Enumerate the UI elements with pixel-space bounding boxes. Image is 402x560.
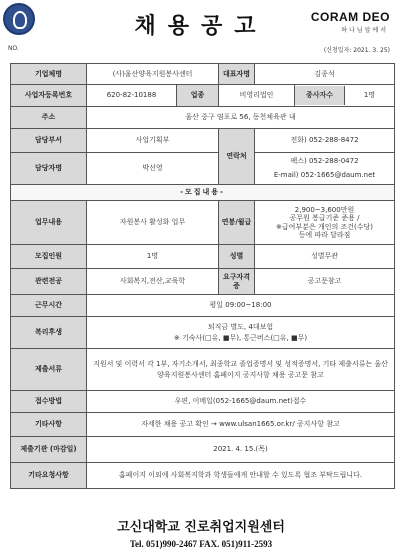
address-label: 주소 <box>11 107 87 129</box>
gender: 성별무관 <box>255 245 395 269</box>
brand-name: CORAM DEO <box>310 10 390 24</box>
hours-label: 근무시간 <box>11 295 87 317</box>
business-type-label: 업종 <box>177 85 219 107</box>
contact-label: 연락처 <box>219 129 255 185</box>
company-name-label: 기업체명 <box>11 64 87 85</box>
header <box>0 0 402 48</box>
recruitment-table <box>10 63 395 489</box>
benefits-main: 퇴직금 별도, 4대보험 <box>207 323 274 331</box>
registration-number: 620-82-10188 <box>87 85 177 107</box>
salary-note-1: 공무원 봉급기준 준용 / <box>289 214 360 223</box>
contact-fax: 팩스) 052-288-0472 <box>290 157 359 166</box>
company-name: (사)울산양육지원봉사센터 <box>87 64 219 85</box>
ceo-name: 김종석 <box>255 64 395 85</box>
duty-label: 업무내용 <box>11 201 87 245</box>
document-number: NO. <box>8 45 19 52</box>
registration-label: 사업자등록번호 <box>11 85 87 107</box>
address: 울산 중구 염포로 56, 동천체육관 내 <box>87 107 395 129</box>
certificate-label: 요구자격증 <box>219 269 255 295</box>
salary-label: 연봉/월급 <box>219 201 255 245</box>
staff-count-label: 종사자수 <box>295 86 345 105</box>
work-hours: 평일 09:00~18:00 <box>87 295 395 317</box>
apply-method: 우편, 이메일(052-1665@daum.net)접수 <box>87 391 395 413</box>
section-title: -모집내용- <box>11 185 395 201</box>
required-documents: 지원서 및 이력서 각 1부, 자기소개서, 최종학교 졸업증명서 및 성적증명서, 기타 제출서류는 울산양육지원봉사센터 홈페이지 공지사항 채용 공고문 참고 <box>87 349 395 391</box>
benefits-label: 복리후생 <box>11 317 87 349</box>
person-name: 박선영 <box>87 153 219 185</box>
salary-note-3: 등에 따라 달라짐 <box>298 230 351 239</box>
duty: 자원봉사 활성화 업무 <box>87 201 219 245</box>
headcount-label: 모집인원 <box>11 245 87 269</box>
salary-range: 2,900~3,600만원 <box>294 205 355 214</box>
benefits-note: ※ 기숙사(□유, ■무), 통근버스(□유, ■무) <box>173 333 308 342</box>
etc-label: 기타사항 <box>11 413 87 437</box>
person-label: 담당자명 <box>11 153 87 185</box>
application-date: (신청일자: 2021. 3. 25) <box>323 47 390 54</box>
etc-info: 자세한 채용 공고 확인 → www.ulsan1665.or.kr/ 공지사항 참고 <box>87 413 395 437</box>
major: 사회복지,전산,교육학 <box>87 269 219 295</box>
business-type: 비영리법인 <box>219 85 295 107</box>
gender-label: 성별 <box>219 245 255 269</box>
brand-subtitle: 하나님앞에서 <box>341 27 388 34</box>
request-note: 홈페이지 이외에 사회복지학과 학생들에게 안내할 수 있도록 협조 부탁드립니다. <box>87 463 395 489</box>
contact-phone: 전화) 052-288-8472 <box>255 129 395 153</box>
center-name: 고신대학교 진로취업지원센터 <box>117 520 285 535</box>
deadline-label: 제출기관 (마감일) <box>11 437 87 463</box>
staff-count: 1명 <box>363 91 376 100</box>
department: 사업기획부 <box>87 129 219 153</box>
major-label: 관련전공 <box>11 269 87 295</box>
documents-label: 제출서류 <box>11 349 87 391</box>
contact-email: E-mail) 052-1665@daum.net <box>273 170 376 179</box>
salary-note-2: ※급여부분은 개인의 조건(수당) <box>276 222 373 231</box>
headcount: 1명 <box>87 245 219 269</box>
deadline: 2021. 4. 15.(목) <box>87 437 395 463</box>
ceo-label: 대표자명 <box>219 64 255 85</box>
department-label: 담당부서 <box>11 129 87 153</box>
center-contact: Tel. 051)990-2467 FAX. 051)911-2593 <box>129 539 273 549</box>
apply-method-label: 접수방법 <box>11 391 87 413</box>
request-label: 기타요청사항 <box>11 463 87 489</box>
certificate: 공고문참고 <box>255 269 395 295</box>
page-title: 채용공고 <box>134 14 268 39</box>
